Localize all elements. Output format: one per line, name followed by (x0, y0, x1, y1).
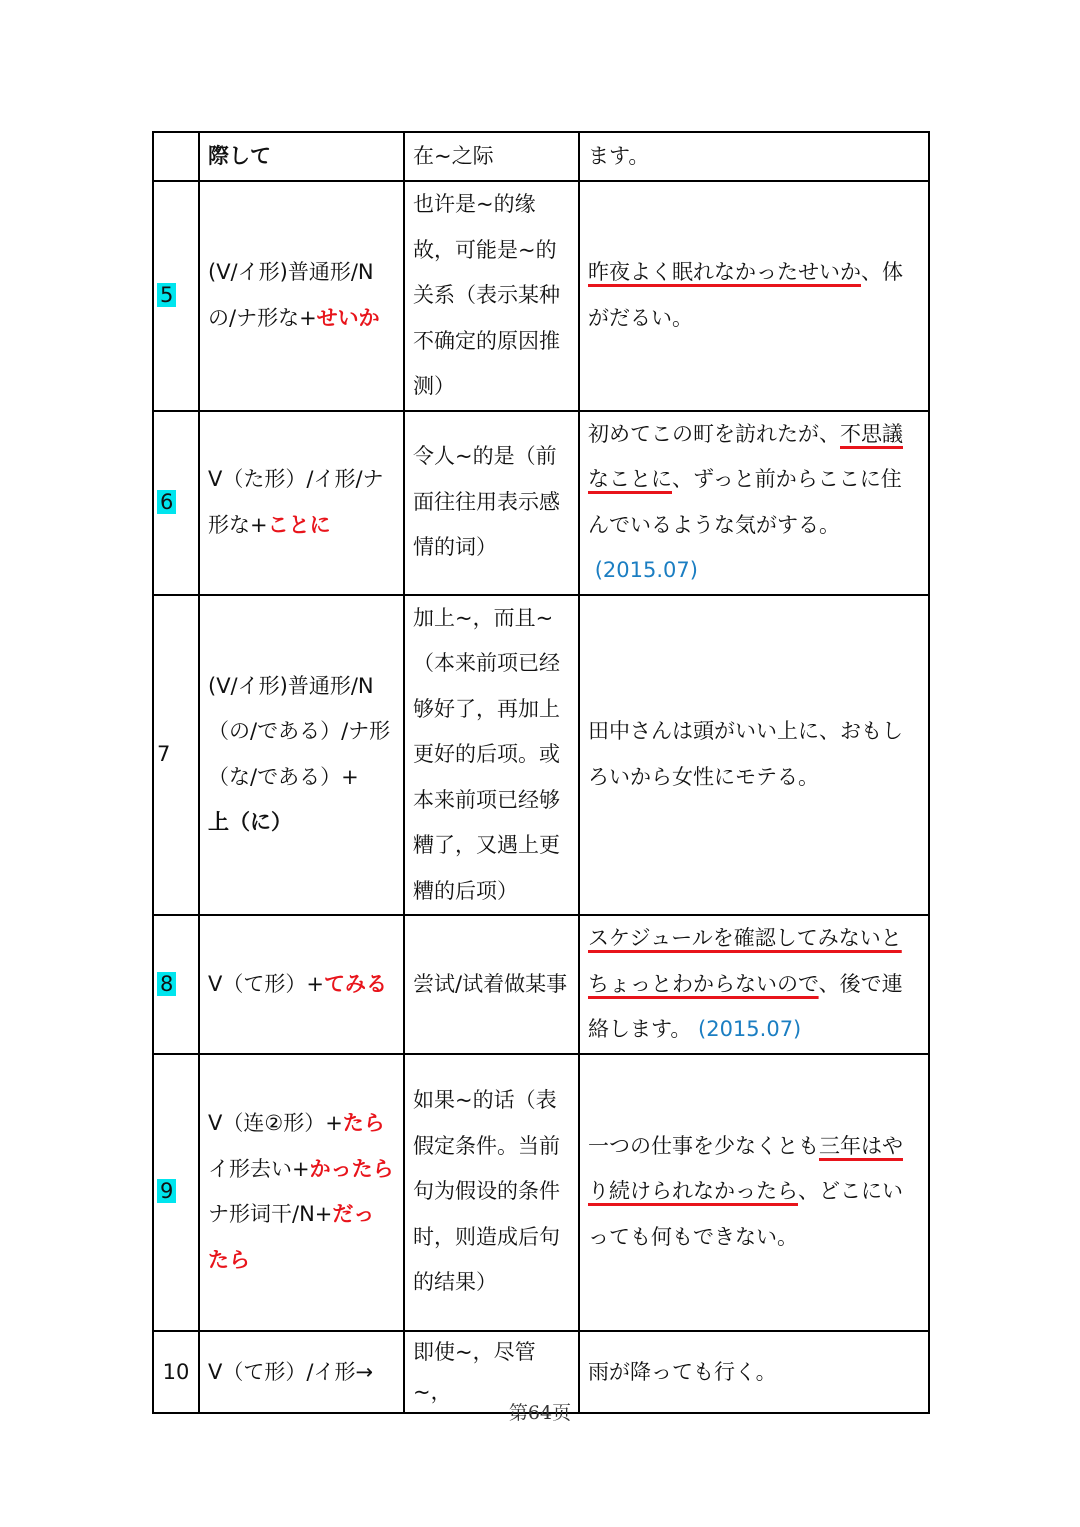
example-underlined: 不思議なことに (588, 421, 903, 491)
form-text: (V/イ形)普通形/N（の/である）/ナ形（な/である）+ (208, 673, 391, 789)
row-number: 7 (157, 742, 171, 766)
example-cell (579, 915, 929, 1054)
form-cell: V（て形）/イ形→ (199, 1331, 404, 1413)
meaning-cell: 令人~的是（前面往往用表示感情的词） (404, 411, 579, 595)
meaning-cell: 即使~，尽管~， (404, 1331, 579, 1413)
form-keyword: ことに (267, 512, 331, 537)
row-number: 10 (162, 1359, 190, 1384)
form-text: V（た形）/イ形/ナ形な+ (208, 467, 384, 537)
example-underlined: 三年はやり続けられなかったら (588, 1133, 903, 1204)
table-row (153, 595, 929, 916)
example-text: 、後で連絡します。 (588, 971, 903, 1041)
row-number-cell (153, 411, 199, 595)
meaning-cell: 在~之际 (404, 132, 579, 181)
form-text: V（连②形）+ (208, 1111, 343, 1135)
example-cell (579, 181, 929, 411)
exam-date: (2015.07) (698, 1017, 802, 1041)
meaning-cell: 也许是~的缘故，可能是~的关系（表示某种不确定的原因推测） (404, 181, 579, 411)
example-cell (579, 1054, 929, 1331)
form-cell (199, 1054, 404, 1331)
form-keyword: たら (342, 1111, 385, 1135)
meaning-cell: 如果~的话（表假定条件。当前句为假设的条件时，则造成后句的结果） (404, 1054, 579, 1331)
row-number-cell (153, 181, 199, 411)
form-text: (V/イ形)普通形/Nの/ナ形な+ (208, 260, 374, 330)
exam-date: (2015.07) (594, 558, 698, 582)
example-underlined: スケジュールを確認してみないとちょっとわからないので (588, 926, 902, 996)
example-text: 、体がだるい。 (588, 260, 903, 330)
row-number: 6 (157, 490, 176, 514)
example-cell: ます。 (579, 132, 929, 181)
form-text: イ形去い+ (208, 1156, 310, 1181)
form-cell (199, 411, 404, 595)
row-number: 5 (157, 283, 176, 307)
form-cell (199, 132, 404, 181)
form-text: V（て形）+ (208, 971, 324, 996)
example-text: 、ずっと前からここに住んでいるような気がする。 (588, 467, 902, 537)
form-cell (199, 915, 404, 1054)
form-text: ナ形词干/N+ (208, 1202, 333, 1226)
row-number-cell (153, 915, 199, 1054)
form-cell (199, 595, 404, 916)
example-cell (579, 411, 929, 595)
table-row (153, 915, 929, 1054)
example-text: 、どこにいっても何もできない。 (588, 1179, 903, 1249)
form-text: 際して (208, 143, 271, 168)
row-number: 9 (157, 1179, 176, 1203)
table-row (153, 132, 929, 181)
example-cell: 雨が降っても行く。 (579, 1331, 929, 1413)
page-number: 第64页 (508, 1402, 572, 1424)
table-row (153, 181, 929, 411)
meaning-cell: 加上~，而且~（本来前项已经够好了，再加上更好的后项。或本来前项已经够糟了，又遇上更糟的后项） (404, 595, 579, 916)
row-number-cell (153, 1054, 199, 1331)
form-keyword: だったら (208, 1202, 375, 1272)
row-number-cell (153, 595, 199, 916)
row-number-cell (153, 132, 199, 181)
form-keyword: 上（に） (208, 810, 292, 835)
form-cell (199, 181, 404, 411)
table-row (153, 1054, 929, 1331)
example-cell: 田中さんは頭がいい上に、おもしろいから女性にモテる。 (579, 595, 929, 916)
example-text: 初めてこの町を訪れたが、 (588, 421, 840, 446)
table-row (153, 411, 929, 595)
row-number: 8 (157, 972, 176, 996)
form-keyword: てみる (323, 971, 387, 996)
form-keyword: せいか (316, 305, 380, 330)
example-underlined: 昨夜よく眠れなかったせいか (588, 260, 861, 285)
meaning-cell: 尝试/试着做某事 (404, 915, 579, 1054)
grammar-table (152, 131, 930, 1414)
example-text: 一つの仕事を少なくとも (588, 1133, 819, 1158)
form-keyword: かったら (309, 1156, 394, 1181)
